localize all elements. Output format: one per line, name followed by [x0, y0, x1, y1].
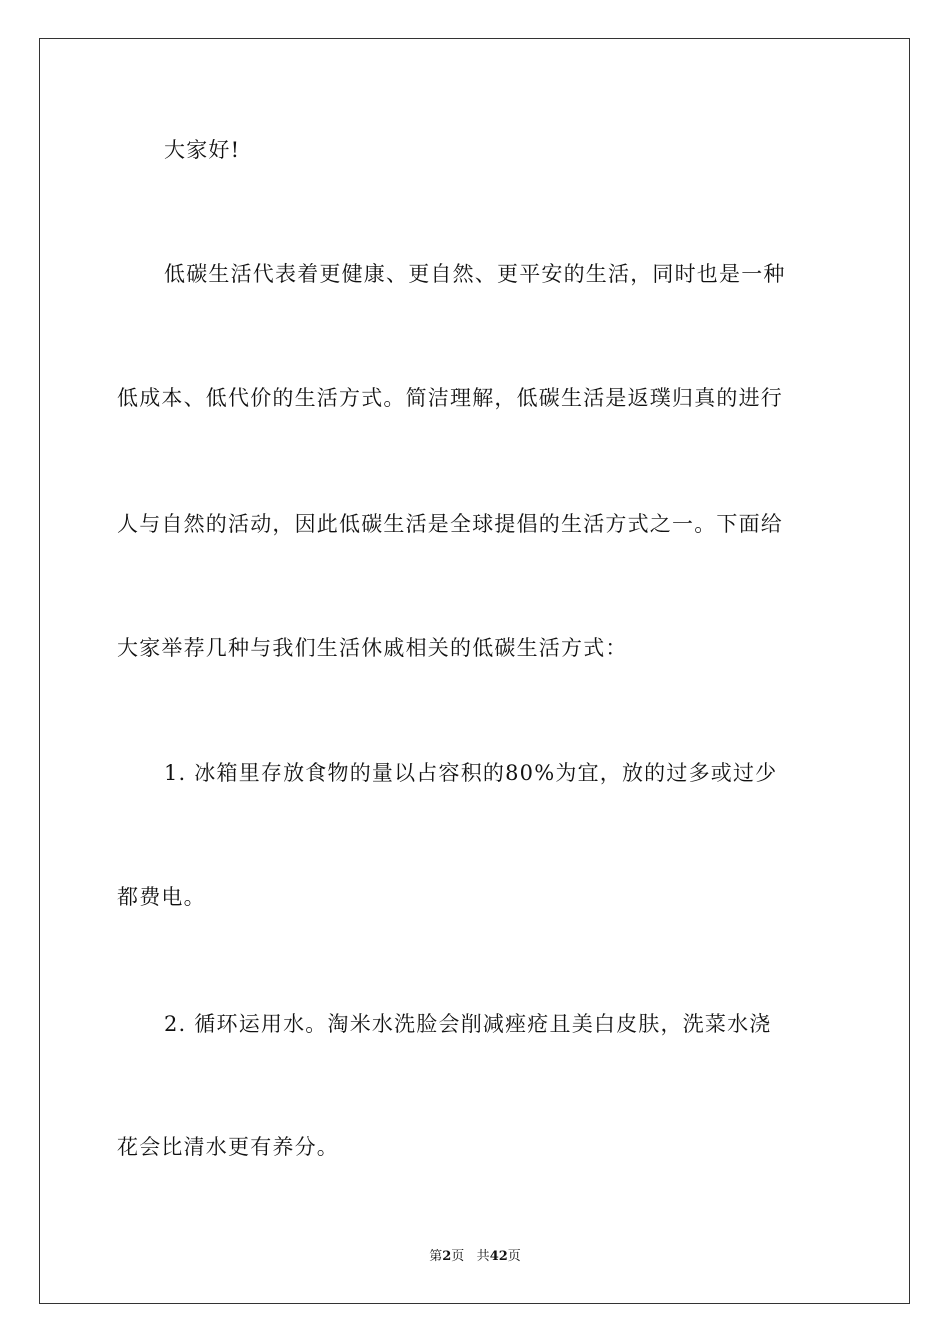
- paragraph-1-line-1: 低碳生活代表着更健康、更自然、更平安的生活，同时也是一种: [164, 262, 786, 286]
- list-item-1-line-2: 都费电。: [117, 885, 206, 909]
- total-pages: 42: [489, 1249, 508, 1264]
- total-suffix: 页: [507, 1249, 521, 1264]
- list-item-2-line-2: 花会比清水更有养分。: [117, 1135, 339, 1159]
- page-suffix: 页: [451, 1249, 465, 1264]
- list-item-2-line-1: 2. 循环运用水。淘米水洗脸会削减痤疮且美白皮肤，洗菜水浇: [164, 1012, 772, 1036]
- greeting-line: 大家好!: [164, 138, 241, 162]
- paragraph-1-line-3: 人与自然的活动，因此低碳生活是全球提倡的生活方式之一。下面给: [117, 512, 783, 536]
- page-footer: [0, 1248, 950, 1266]
- page-number: 2: [442, 1249, 452, 1264]
- paragraph-1-line-2: 低成本、低代价的生活方式。简洁理解，低碳生活是返璞归真的进行: [117, 386, 783, 410]
- list-item-1-line-1: 1. 冰箱里存放食物的量以占容积的80%为宜，放的过多或过少: [164, 761, 778, 785]
- page-border: [39, 38, 910, 1304]
- paragraph-1-line-4: 大家举荐几种与我们生活休戚相关的低碳生活方式：: [117, 636, 628, 660]
- total-prefix: 共: [476, 1249, 490, 1264]
- page-prefix: 第: [429, 1249, 443, 1264]
